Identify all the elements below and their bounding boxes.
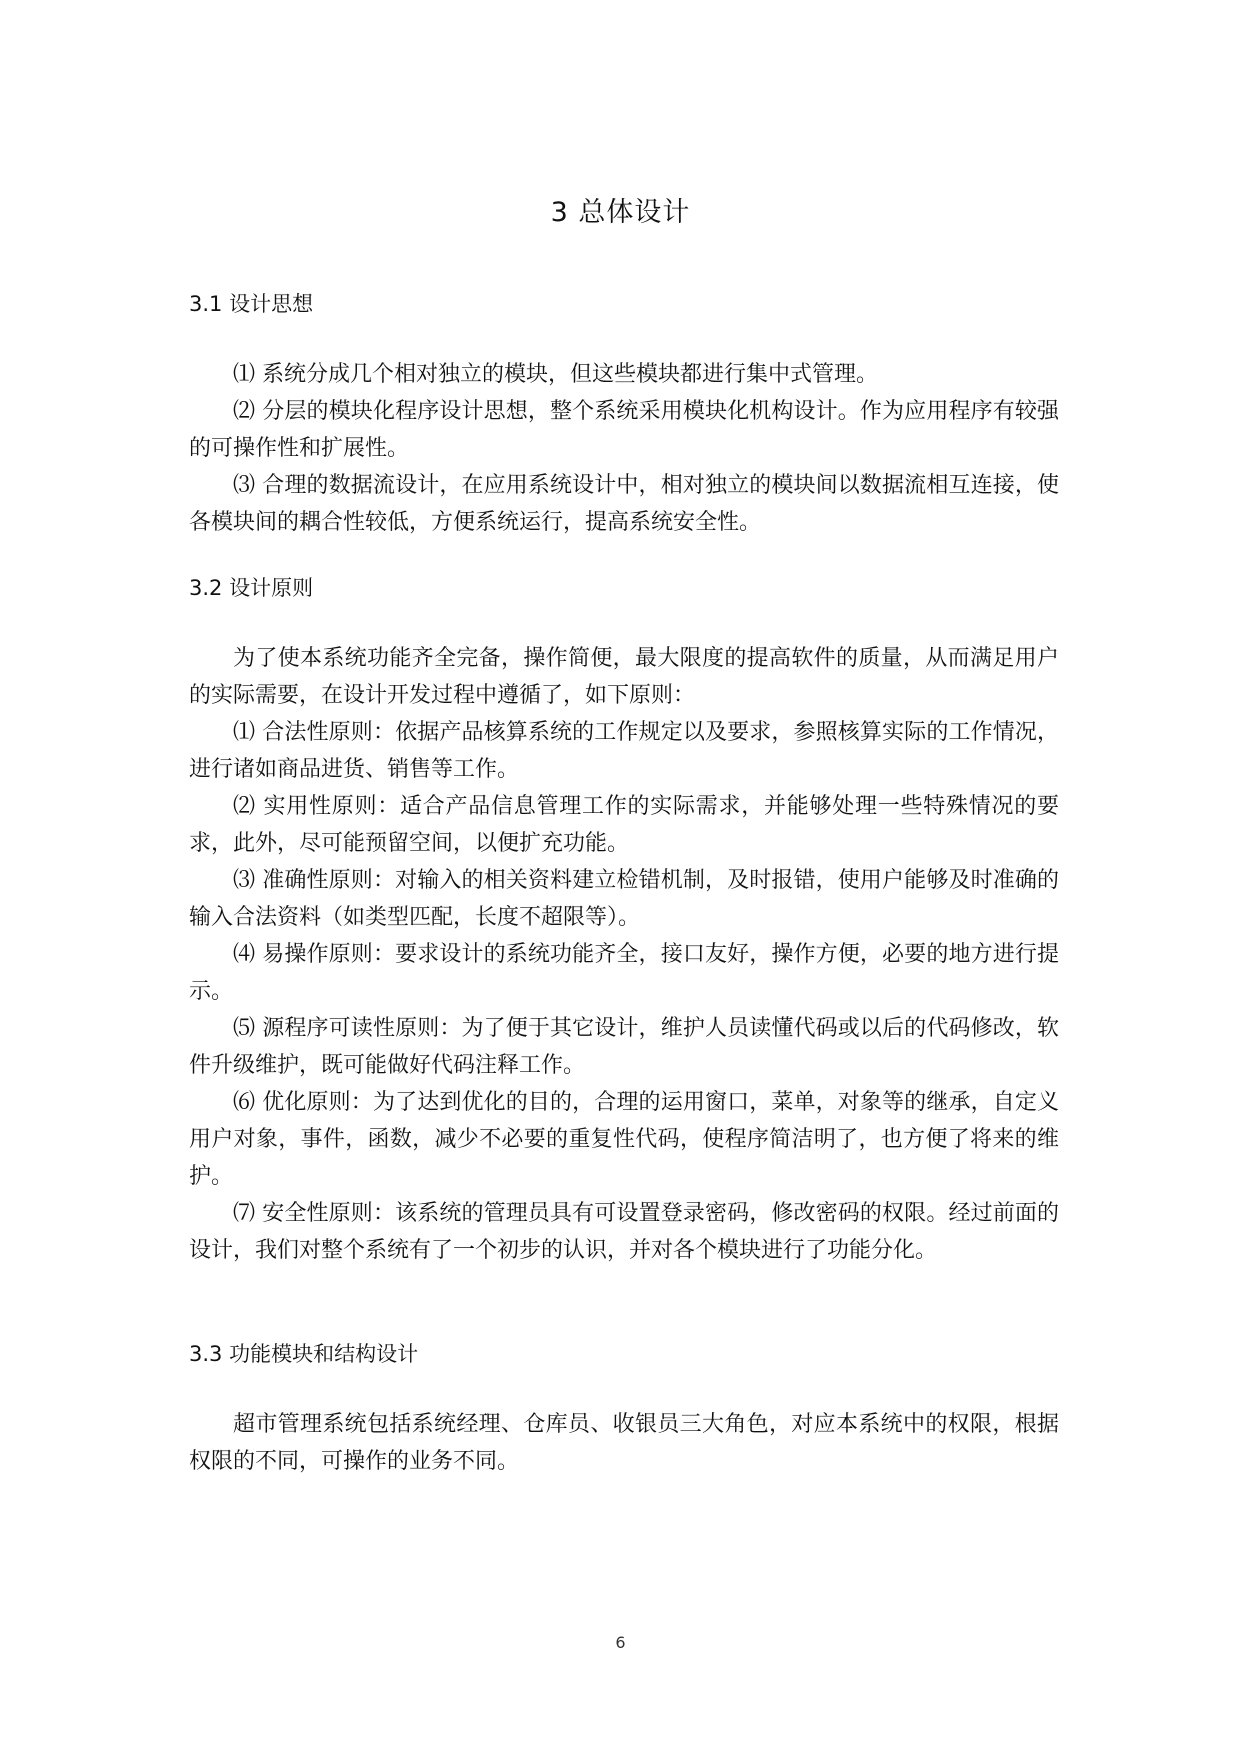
paragraph: 超市管理系统包括系统经理、仓库员、收银员三大角色，对应本系统中的权限，根据权限的不同，可操作的业务不同。 bbox=[189, 1412, 1059, 1474]
section-heading: 3.1 设计思想 bbox=[189, 292, 314, 316]
section-body bbox=[189, 356, 1059, 541]
section-heading: 3.3 功能模块和结构设计 bbox=[189, 1342, 419, 1366]
paragraph: ⑵ 实用性原则：适合产品信息管理工作的实际需求，并能够处理一些特殊情况的要求，此外，尽可能预留空间，以便扩充功能。 bbox=[189, 794, 1059, 856]
section-heading: 3.2 设计原则 bbox=[189, 576, 314, 600]
section-design-principles bbox=[189, 572, 1059, 1269]
section-body bbox=[189, 1406, 1059, 1480]
page-number: 6 bbox=[615, 1633, 626, 1652]
section-function-modules bbox=[189, 1338, 1059, 1480]
paragraph: ⑺ 安全性原则：该系统的管理员具有可设置登录密码，修改密码的权限。经过前面的设计，我们对整个系统有了一个初步的认识，并对各个模块进行了功能分化。 bbox=[189, 1201, 1059, 1263]
paragraph: ⑸ 源程序可读性原则：为了便于其它设计，维护人员读懂代码或以后的代码修改，软件升级维护，既可能做好代码注释工作。 bbox=[189, 1016, 1059, 1078]
paragraph: ⑴ 系统分成几个相对独立的模块，但这些模块都进行集中式管理。 bbox=[233, 362, 878, 387]
paragraph: ⑹ 优化原则：为了达到优化的目的，合理的运用窗口，菜单，对象等的继承，自定义用户对象，事件，函数，减少不必要的重复性代码，使程序简洁明了，也方便了将来的维护。 bbox=[189, 1090, 1059, 1189]
paragraph: 为了使本系统功能齐全完备，操作简便，最大限度的提高软件的质量，从而满足用户的实际需要，在设计开发过程中遵循了，如下原则： bbox=[189, 646, 1059, 708]
section-design-idea bbox=[189, 288, 1059, 541]
chapter-title: 3 总体设计 bbox=[550, 197, 691, 228]
paragraph: ⑵ 分层的模块化程序设计思想，整个系统采用模块化机构设计。作为应用程序有较强的可操作性和扩展性。 bbox=[189, 399, 1059, 461]
section-body bbox=[189, 640, 1059, 1269]
paragraph: ⑶ 准确性原则：对输入的相关资料建立检错机制，及时报错，使用户能够及时准确的输入合法资料（如类型匹配，长度不超限等）。 bbox=[189, 868, 1059, 930]
paragraph: ⑴ 合法性原则：依据产品核算系统的工作规定以及要求，参照核算实际的工作情况，进行诸如商品进货、销售等工作。 bbox=[189, 720, 1059, 782]
paragraph: ⑷ 易操作原则：要求设计的系统功能齐全，接口友好，操作方便，必要的地方进行提示。 bbox=[189, 942, 1059, 1004]
paragraph: ⑶ 合理的数据流设计，在应用系统设计中，相对独立的模块间以数据流相互连接，使各模块间的耦合性较低，方便系统运行，提高系统安全性。 bbox=[189, 473, 1059, 535]
